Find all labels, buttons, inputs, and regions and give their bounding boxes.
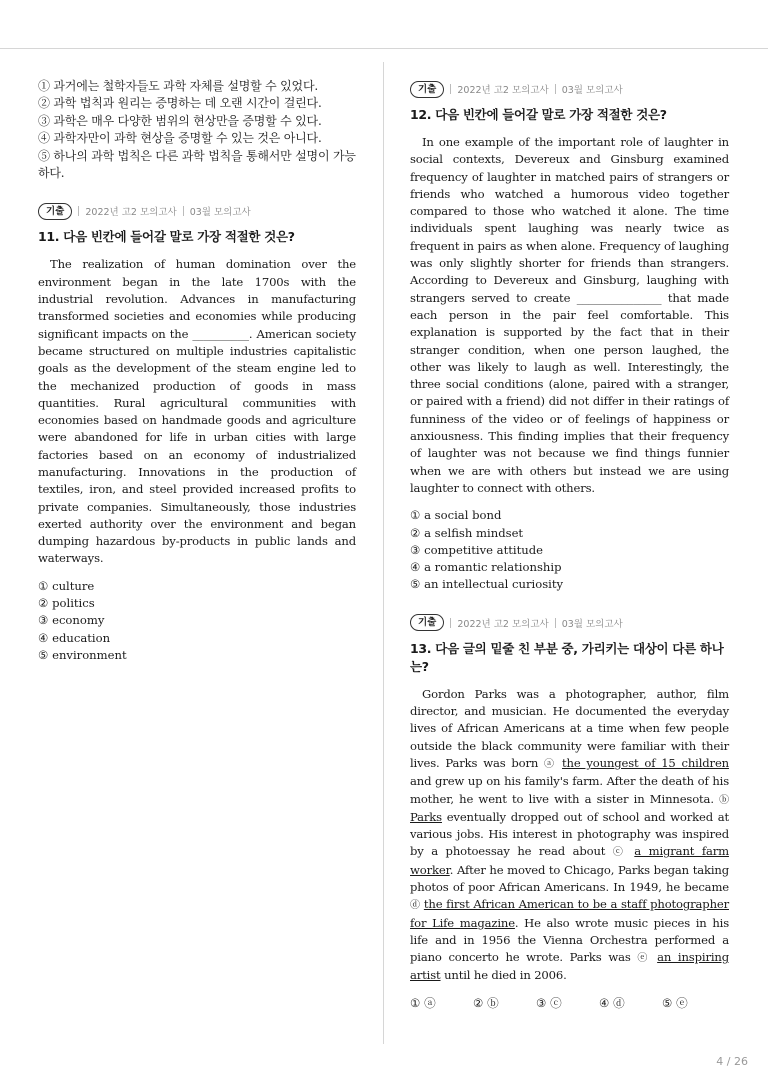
passage-text: . After he moved to Chicago, Parks began taking photos of poor African Americans. In 1949, he became <box>410 862 729 894</box>
option-item: ① 과거에는 철학자들도 과학 자체를 설명할 수 있었다. <box>38 79 318 93</box>
source-month: 03월 모의고사 <box>561 85 623 96</box>
passage-text: In one example of the important role of laughter in social contexts, Devereux and Ginsburg examined frequency of laughter in matched pairs of strangers or friends who watched a humorous video together compared to those who watched it alone. The time individuals spent laughing was nearly twice as frequent in pairs as when alone. Frequency of laughing was only slightly shorter for friends than strangers. According to Devereux and Ginsburg, laughing with strangers served to create <box>410 135 729 305</box>
answer-option-3[interactable]: ③ economy <box>38 613 105 628</box>
page-number: 4 / 26 <box>716 1055 748 1068</box>
option-item: ③ 과학은 매우 다양한 범위의 현상만을 증명할 수 있다. <box>38 113 322 128</box>
answer-blank: _______________ <box>576 290 662 305</box>
answer-option-1[interactable]: ① culture <box>38 578 95 593</box>
passage-text: eventually dropped out of school and worked at various jobs. His interest in photography was inspired by a photoessay he read about <box>410 809 729 859</box>
question-source <box>410 80 729 98</box>
past-exam-badge: 기출 <box>38 203 72 220</box>
source-year: 2022년 고2 모의고사 <box>85 207 177 219</box>
passage-text: and grew up on his family's farm. After the death of his mother, he went to live with a sister in Minnesota. <box>410 774 729 806</box>
question-12 <box>410 80 729 594</box>
source-year: 2022년 고2 모의고사 <box>457 85 549 96</box>
column-divider <box>383 62 384 1044</box>
question-title: 13. 다음 글의 밑줄 친 부분 중, 가리키는 대상이 다른 하나는? <box>410 640 724 674</box>
answer-option-1[interactable]: ① ⓐ <box>410 995 436 1010</box>
underlined-d: the first African American to be a staff photographer for Life magazine <box>410 897 729 930</box>
question-title: 12. 다음 빈칸에 들어갈 말로 가장 적절한 것은? <box>410 107 667 122</box>
answer-options <box>38 578 356 664</box>
separator <box>78 206 79 216</box>
marker-b: ⓑ <box>719 794 729 806</box>
answer-option-2[interactable]: ② politics <box>38 596 95 611</box>
question-source <box>410 614 729 632</box>
answer-option-2[interactable]: ② a selfish mindset <box>410 525 524 540</box>
marker-a: ⓐ <box>544 758 557 770</box>
answer-blank: __________ <box>192 326 249 341</box>
passage-text: . He also wrote music pieces in his life and in 1956 the Vienna Orchestra performed a piano concerto he wrote. Parks was <box>410 915 730 965</box>
passage-text: that made each person in the pair feel comfortable. This explanation is supported by the fact that in their stranger condition, when one person laughed, the other was likely to laugh as well. Interestingly, the three social conditions (alone, paired with a stranger, or paired with a friend) did not differ in their ratings of funniness of the video or of feelings of happiness or anxiousness. This finding implies that their frequency of laughter was not because we find things funnier when we are with others but instead we are using laughter to connect with others. <box>410 290 729 495</box>
question-passage <box>410 686 729 985</box>
marker-e: ⓔ <box>637 953 651 965</box>
answer-option-3[interactable]: ③ ⓒ <box>536 995 562 1010</box>
separator <box>555 618 556 628</box>
answer-option-3[interactable]: ③ competitive attitude <box>410 542 544 557</box>
header-divider <box>0 48 768 49</box>
underlined-a: the youngest of 15 children <box>562 755 729 770</box>
question-passage <box>410 134 729 497</box>
answer-option-5[interactable]: ⑤ ⓔ <box>662 995 688 1010</box>
source-year: 2022년 고2 모의고사 <box>457 618 549 630</box>
option-item: ⑤ 하나의 과학 법칙은 다른 과학 법칙을 통해서만 설명이 가능하다. <box>38 148 356 181</box>
separator <box>450 84 451 94</box>
question-passage <box>38 256 356 567</box>
question-title: 11. 다음 빈칸에 들어갈 말로 가장 적절한 것은? <box>38 229 295 245</box>
separator <box>555 84 556 94</box>
question-source <box>38 202 356 220</box>
past-exam-badge: 기출 <box>410 614 444 631</box>
marker-d: ⓓ <box>410 900 421 912</box>
passage-text: . American society became structured on multiple industries capitalistic goals as the development of the steam engine led to the mechanized production of goods in mass quantities. Rural agricultural communities with economies based on handmade goods and agriculture were abandoned for life in urban cities with large factories based on an economy of industrialized manufacturing. Innovations in the production of textiles, iron, and steel provided increased profits to private companies. Simultaneously, those industries exerted authority over the environment and began dumping hazardous by-products in public lands and waterways. <box>38 326 356 566</box>
past-exam-badge: 기출 <box>410 81 444 98</box>
answer-options <box>410 995 729 1011</box>
right-column <box>410 80 729 1011</box>
underlined-e: an inspiring artist <box>410 950 729 983</box>
answer-option-5[interactable]: ⑤ environment <box>38 647 127 662</box>
left-column <box>38 78 356 664</box>
answer-option-5[interactable]: ⑤ an intellectual curiosity <box>410 577 564 592</box>
marker-c: ⓒ <box>612 847 627 859</box>
answer-option-2[interactable]: ② ⓑ <box>473 995 499 1010</box>
previous-question-options <box>38 78 356 182</box>
answer-option-4[interactable]: ④ education <box>38 630 111 645</box>
separator <box>450 618 451 628</box>
passage-text: until he died in 2006. <box>444 968 567 983</box>
passage-text: Gordon Parks was a photographer, author, film director, and musician. He documented the everyday lives of African Americans at a time when few people outside the black community were familiar with their lives. Parks was born <box>410 686 729 770</box>
passage-text: The realization of human domination over the environment began in the late 1700s with the industrial revolution. Advances in manufacturing transformed societies and economies while producing significant impacts on the <box>38 257 356 341</box>
answer-option-4[interactable]: ④ a romantic relationship <box>410 560 562 575</box>
answer-options <box>410 507 729 593</box>
question-11 <box>38 202 356 664</box>
answer-option-1[interactable]: ① a social bond <box>410 508 502 523</box>
option-item: ② 과학 법칙과 원리는 증명하는 데 오랜 시간이 걸린다. <box>38 96 322 111</box>
question-13 <box>410 614 729 1011</box>
underlined-b: Parks <box>410 809 442 824</box>
separator <box>183 206 184 216</box>
source-month: 03월 모의고사 <box>561 618 623 630</box>
underlined-c: a migrant farm worker <box>410 844 729 877</box>
source-month: 03월 모의고사 <box>189 207 251 219</box>
option-item: ④ 과학자만이 과학 현상을 증명할 수 있는 것은 아니다. <box>38 131 322 146</box>
answer-option-4[interactable]: ④ ⓓ <box>599 995 625 1010</box>
